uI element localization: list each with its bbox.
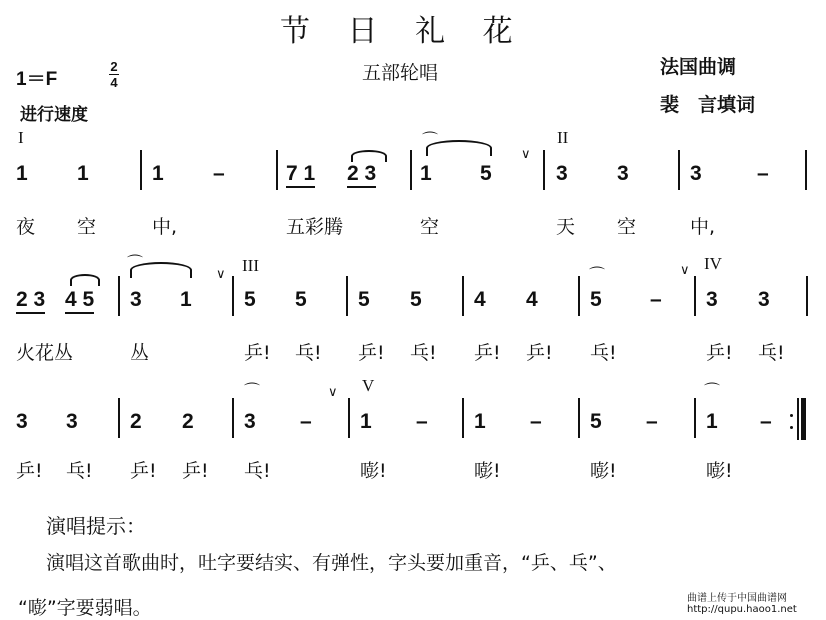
song-title: 节 日 礼 花 (280, 14, 527, 49)
composer-credit: 法国曲调 (660, 56, 737, 78)
note: 2 (130, 410, 142, 433)
note: 5 (410, 288, 422, 311)
note: – (416, 410, 428, 433)
bar-line (118, 398, 120, 438)
singing-tips-line1: 演唱这首歌曲时，吐字要结实、有弹性，字头要加重音，“乒、乓”、 (46, 552, 617, 574)
fermata-mark: ⌒ (422, 130, 439, 149)
note: 3 (758, 288, 770, 311)
fermata-mark: ⌒ (127, 253, 144, 272)
singing-tips-heading: 演唱提示： (46, 514, 146, 538)
bar-line (232, 398, 234, 438)
part-marker-2: II (557, 128, 569, 147)
note: 1 (152, 162, 164, 185)
end-bar-line (797, 398, 799, 440)
bar-line (346, 276, 348, 316)
time-numerator: 2 (110, 59, 118, 74)
lyric: 乒! (130, 460, 157, 482)
lyric: 嘭! (706, 460, 733, 482)
lyric: 乒! (474, 342, 501, 364)
watermark (687, 593, 797, 615)
note: 2 (182, 410, 194, 433)
lyric: 乒! (182, 460, 209, 482)
lyric: 乒! (706, 342, 733, 364)
song-subtitle: 五部轮唱 (362, 62, 439, 84)
part-marker-4: IV (704, 254, 722, 273)
fermata-mark: ⌒ (704, 381, 721, 400)
lyric: 空 (617, 216, 637, 238)
lyric: 乓! (244, 460, 271, 482)
repeat-dot (790, 426, 793, 429)
lyric: 乓! (295, 342, 322, 364)
lyric: 空 (77, 216, 97, 238)
note: 1 (420, 162, 432, 185)
bar-line (694, 398, 696, 438)
lyric: 火花丛 (16, 342, 74, 364)
lyric: 乒! (526, 342, 553, 364)
lyric: 嘭! (474, 460, 501, 482)
note: 7 1 (286, 162, 315, 188)
fermata-mark: ⌒ (244, 381, 261, 400)
lyricist-credit: 裴 言填词 (660, 94, 756, 116)
singing-tips-line2: “嘭”字要弱唱。 (18, 597, 152, 619)
bar-line (678, 150, 680, 190)
note: 3 (16, 410, 28, 433)
note: 3 (706, 288, 718, 311)
slur-mark (70, 274, 100, 286)
bar-line (118, 276, 120, 316)
bar-line (462, 398, 464, 438)
lyric: 乓! (758, 342, 785, 364)
end-bar-line-thick (801, 398, 806, 440)
fermata-mark: ⌒ (589, 265, 606, 284)
note: 5 (590, 288, 602, 311)
note: 5 (244, 288, 256, 311)
time-denominator: 4 (110, 75, 118, 90)
slur-mark (130, 262, 192, 278)
note: 3 (66, 410, 78, 433)
watermark-url: http://qupu.haoo1.net (687, 604, 797, 615)
bar-line (578, 276, 580, 316)
note: 3 (617, 162, 629, 185)
note: 1 (16, 162, 28, 185)
part-marker-5: V (362, 376, 375, 395)
note: 3 (556, 162, 568, 185)
bar-line (806, 276, 808, 316)
note: – (646, 410, 658, 433)
breath-mark: ∨ (328, 384, 338, 399)
note: 1 (360, 410, 372, 433)
bar-line (578, 398, 580, 438)
bar-line (276, 150, 278, 190)
breath-mark: ∨ (521, 146, 531, 161)
bar-line (410, 150, 412, 190)
bar-line (232, 276, 234, 316)
note: – (213, 162, 225, 185)
lyric: 空 (420, 216, 440, 238)
bar-line (694, 276, 696, 316)
lyric: 夜 (16, 216, 36, 238)
bar-line (805, 150, 807, 190)
note: – (760, 410, 772, 433)
lyric: 乒! (244, 342, 271, 364)
key-signature: 1＝F (16, 69, 58, 90)
note: 4 (474, 288, 486, 311)
note: 1 (77, 162, 89, 185)
slur-mark (351, 150, 387, 162)
bar-line (543, 150, 545, 190)
time-signature (109, 60, 119, 89)
note: 5 (295, 288, 307, 311)
note: 4 (526, 288, 538, 311)
note: – (530, 410, 542, 433)
lyric: 嘭! (360, 460, 387, 482)
note: 1 (706, 410, 718, 433)
repeat-dot (790, 414, 793, 417)
watermark-text: 曲谱上传于中国曲谱网 (687, 593, 787, 604)
note: – (650, 288, 662, 311)
note: 3 (244, 410, 256, 433)
lyric: 乓! (410, 342, 437, 364)
lyric: 丛 (130, 342, 150, 364)
breath-mark: ∨ (680, 262, 690, 277)
note: 3 (130, 288, 142, 311)
lyric: 中, (152, 216, 178, 238)
note: 5 (480, 162, 492, 185)
tempo-marking: 进行速度 (20, 105, 88, 125)
note: – (757, 162, 769, 185)
breath-mark: ∨ (216, 266, 226, 281)
lyric: 乒! (358, 342, 385, 364)
lyric: 天 (556, 216, 576, 238)
bar-line (348, 398, 350, 438)
note: 1 (180, 288, 192, 311)
part-marker-3: III (242, 256, 259, 275)
note: – (300, 410, 312, 433)
lyric: 乓! (66, 460, 93, 482)
note: 5 (590, 410, 602, 433)
slur-mark (426, 140, 492, 156)
bar-line (462, 276, 464, 316)
note: 2 3 (16, 288, 45, 314)
note: 5 (358, 288, 370, 311)
lyric: 嘭! (590, 460, 617, 482)
part-marker-1: I (18, 128, 24, 147)
note: 1 (474, 410, 486, 433)
lyric: 中, (690, 216, 716, 238)
lyric: 五彩腾 (286, 216, 344, 238)
bar-line (140, 150, 142, 190)
lyric: 乒! (16, 460, 43, 482)
note: 4 5 (65, 288, 94, 314)
note: 3 (690, 162, 702, 185)
note: 2 3 (347, 162, 376, 188)
lyric: 乓! (590, 342, 617, 364)
